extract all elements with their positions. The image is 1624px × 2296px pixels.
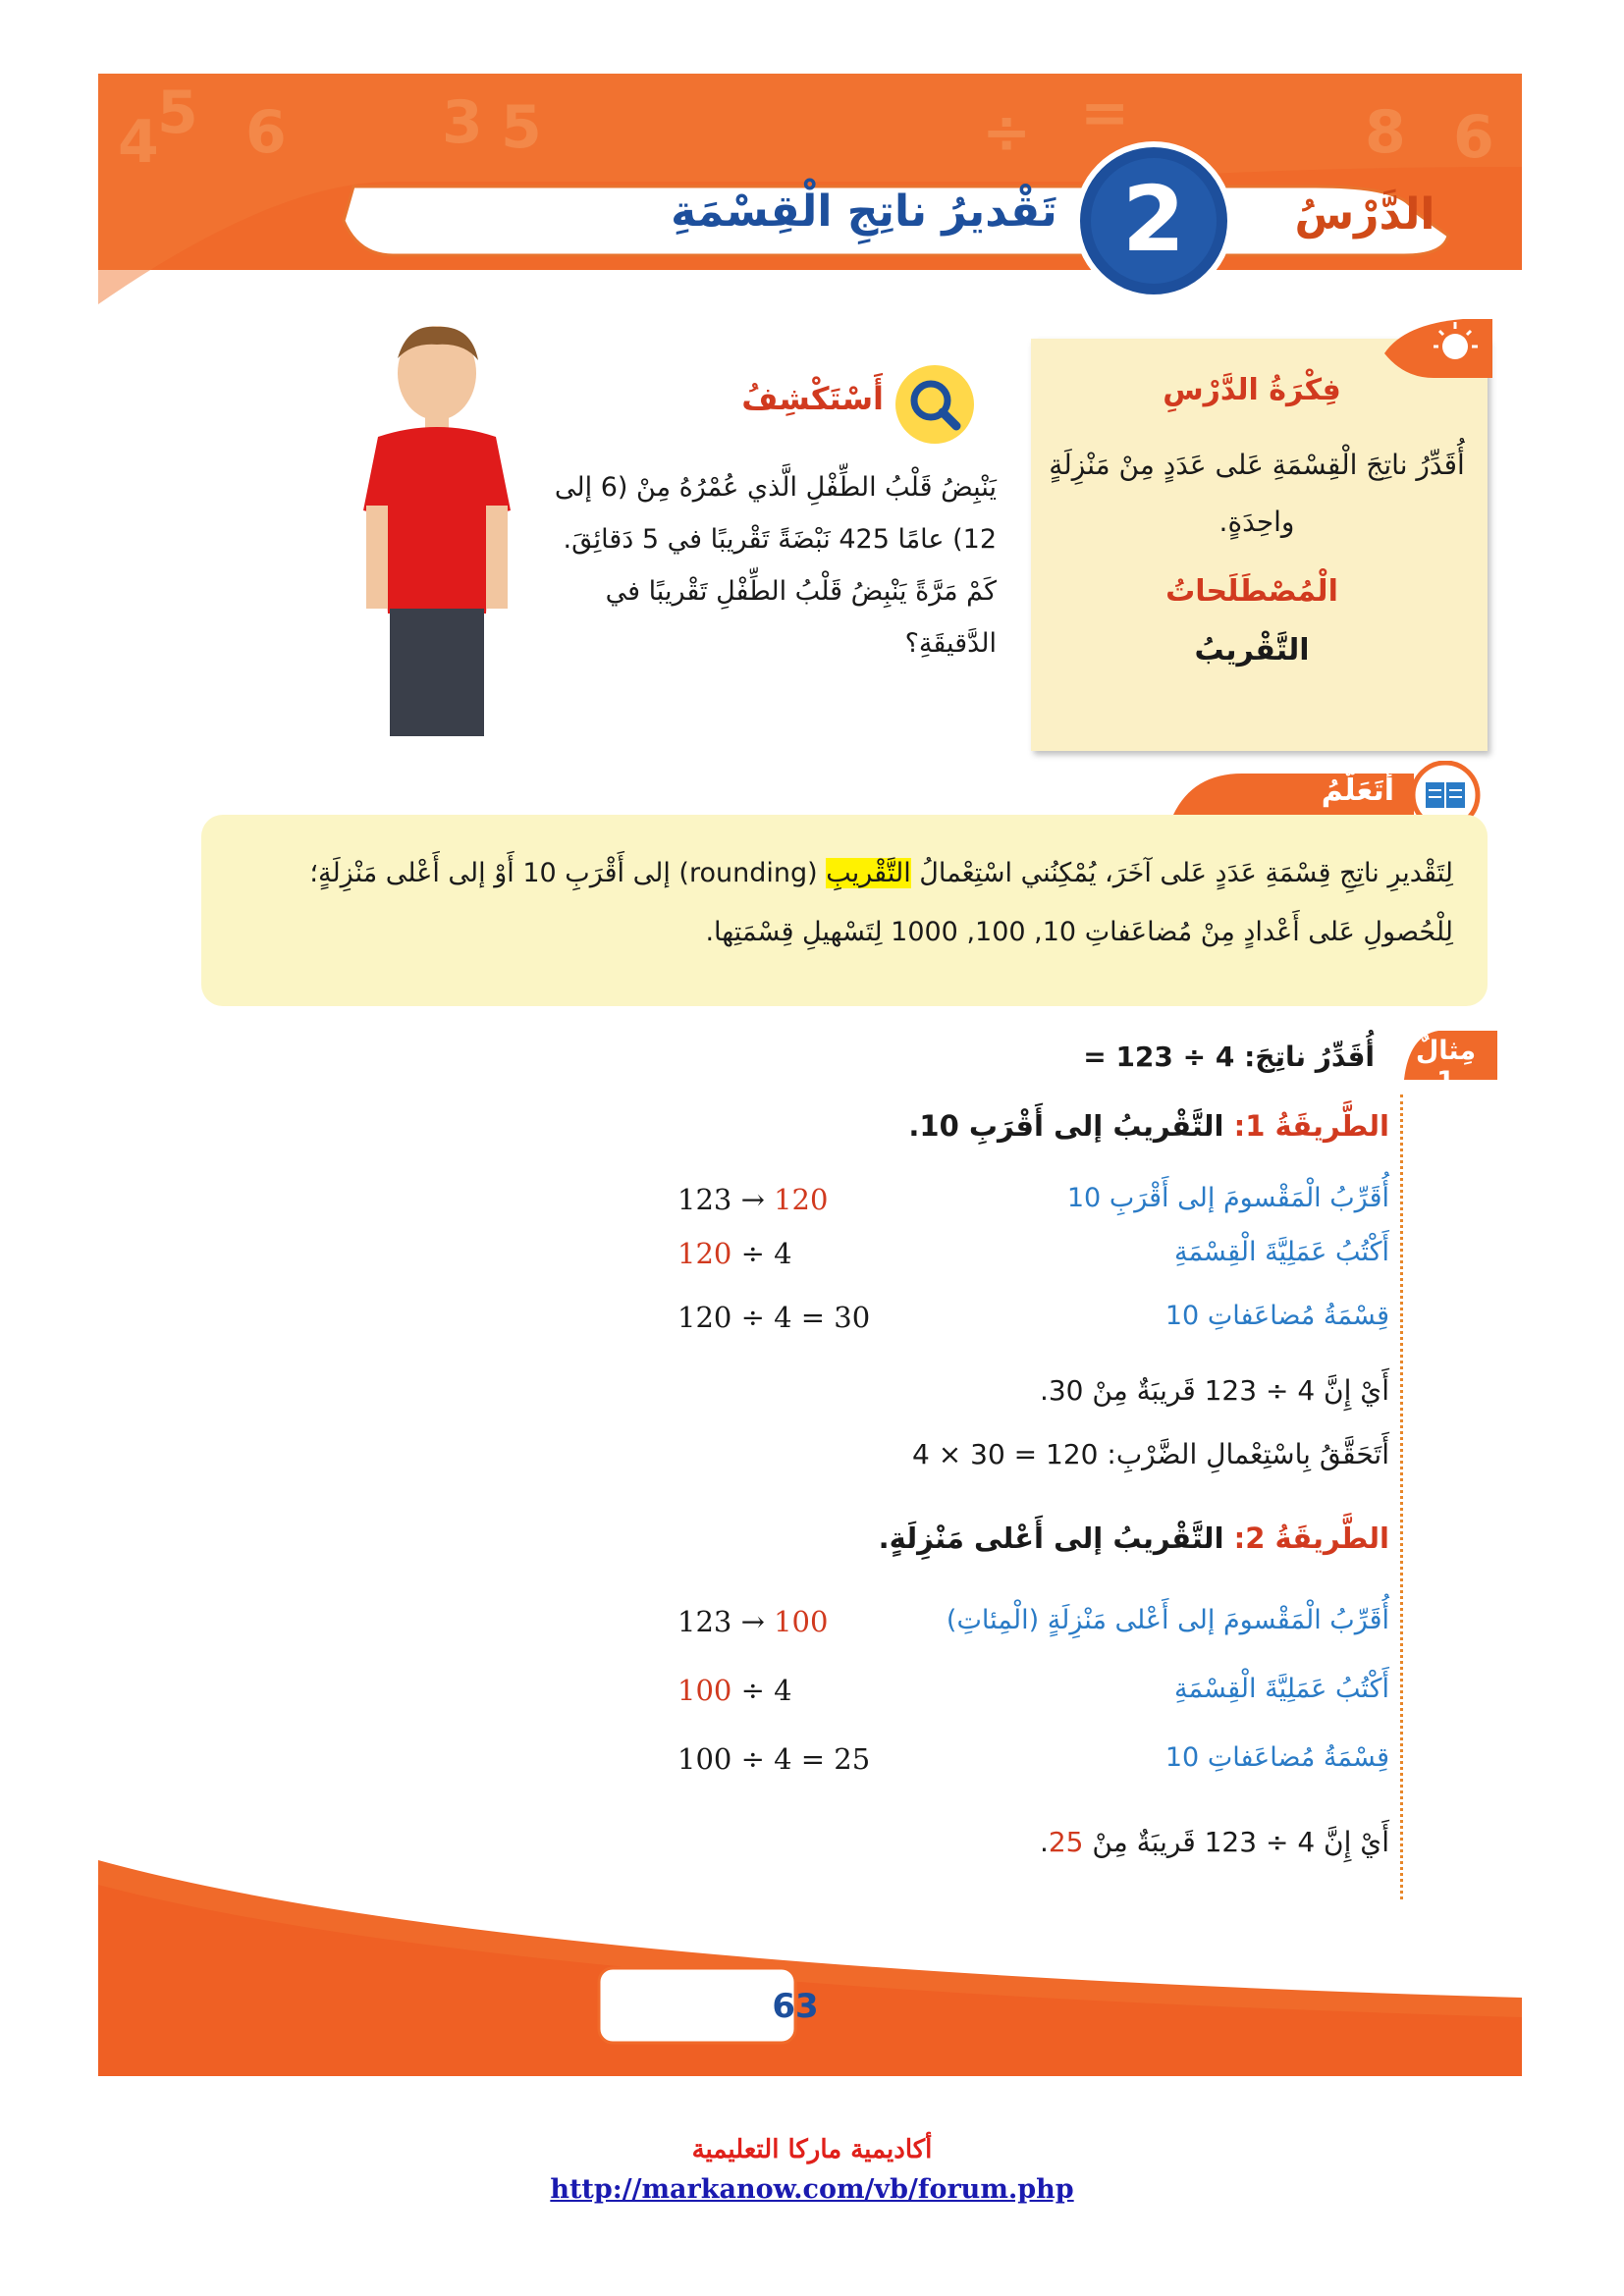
method2-calc-3: 100 ÷ 4 = 25 [677, 1742, 871, 1776]
method2-title: التَّقْريبُ إلى أَعْلى مَنْزِلَةٍ. [878, 1522, 1224, 1555]
calc-rounded: 100 [774, 1605, 829, 1638]
boy-image [339, 319, 535, 736]
method2-calc-2 [677, 1674, 972, 1707]
svg-text:4: 4 [118, 108, 159, 177]
term-rounding: التَّقْريبُ [1194, 633, 1310, 667]
calc-rounded: 120 [677, 1237, 732, 1270]
example-question: أُقَدِّرُ ناتِجَ: 4 ÷ 123 = [1083, 1041, 1375, 1073]
method2-label: الطَّريقَةُ 2: [1233, 1522, 1389, 1555]
method1-calc-1 [677, 1183, 972, 1216]
learn-text-after: (rounding) إلى أَقْرَبِ 10 أَوْ إلى أَعْلى مَنْزِلَةٍ؛ لِلْحُصولِ عَلى أَعْدادٍ مِنْ مُضاعَفاتِ 10, 100, 1000 لِتَسْهيلِ قِسْمَتِها. [309, 858, 1453, 947]
method1-step-2: أَكْتُبُ عَمَلِيَّةَ الْقِسْمَةِ [1173, 1237, 1389, 1267]
svg-text:5: 5 [501, 93, 542, 162]
method2-calc-1 [677, 1605, 972, 1638]
highlighted-term: التَّقْريبِ [826, 858, 911, 888]
example-label: مِثالٌ 1 [1415, 1036, 1477, 1096]
textbook-page [98, 74, 1522, 2076]
method1-calc-2 [677, 1237, 972, 1270]
lesson-idea-title: فِكْرَةُ الدَّرْسِ [1163, 373, 1341, 407]
conclusion-end: . [1039, 1826, 1049, 1858]
method1-step-1: أُقَرِّبُ الْمَقْسومَ إلى أَقْرَبِ 10 [1066, 1183, 1389, 1213]
learn-title: أَتَعَلَّمُ [1321, 774, 1394, 808]
lesson-idea-text: أُقَدِّرُ ناتِجَ الْقِسْمَةِ عَلى عَدَدٍ مِنْ مَنْزِلَةٍ واحِدَةٍ. [1049, 449, 1465, 538]
calc-part: ÷ 4 [731, 1237, 792, 1270]
footer-url-link[interactable]: http://markanow.com/vb/forum.php [550, 2174, 1074, 2205]
method1-step-3: قِسْمَةُ مُضاعَفاتِ 10 [1164, 1301, 1389, 1331]
svg-text:=: = [1080, 79, 1130, 147]
conclusion-value: 25 [1048, 1826, 1084, 1858]
conclusion-text: أَيْ إِنَّ 4 ÷ 123 قَريبَةٌ مِنْ [1083, 1826, 1389, 1858]
magnifier-icon [893, 363, 977, 447]
conclusion-end: . [1039, 1374, 1049, 1407]
method1-title: التَّقْريبُ إلى أَقْرَبِ 10. [908, 1109, 1224, 1143]
method2-step-1: أُقَرِّبُ الْمَقْسومَ إلى أَعْلى مَنْزِلَةٍ (الْمِئاتِ) [946, 1605, 1389, 1635]
svg-text:6: 6 [245, 98, 287, 167]
svg-text:6: 6 [1453, 103, 1494, 172]
conclusion-value: 30 [1048, 1374, 1084, 1407]
lesson-word: الدَّرْسُ [1294, 189, 1435, 240]
lesson-title: تَقْديرُ ناتِجِ الْقِسْمَةِ [671, 187, 1057, 237]
explore-title: أَسْتَكْشِفُ [741, 380, 884, 417]
calc-part: 123 → [677, 1605, 775, 1638]
footer-academy-name: أكاديمية ماركا التعليمية [691, 2135, 933, 2164]
method1-calc-3: 120 ÷ 4 = 30 [677, 1301, 871, 1334]
page-number: 63 [772, 1987, 819, 2026]
method1-check: أَتَحَقَّقُ بِاسْتِعْمالِ الضَّرْبِ: 120 = 30 × 4 [912, 1438, 1389, 1470]
calc-rounded: 120 [774, 1183, 829, 1216]
explore-text: يَنْبِضُ قَلْبُ الطِّفْلِ الَّذي عُمْرُهُ مِنْ (6 إلى 12) عامًا 425 نَبْضَةً تَقْريبًا في 5 دَقائِقَ. كَمْ مَرَّةً يَنْبِضُ قَلْبُ الطِّفْلِ تَقْريبًا في الدَّقيقَةِ؟ [554, 472, 997, 659]
method2-step-3: قِسْمَةُ مُضاعَفاتِ 10 [1164, 1742, 1389, 1773]
svg-text:3: 3 [442, 88, 483, 157]
method1-heading [785, 1109, 1389, 1143]
calc-rounded: 100 [677, 1674, 732, 1707]
method2-heading [785, 1522, 1389, 1555]
learn-text [245, 844, 1453, 962]
method2-conclusion [785, 1826, 1389, 1858]
calc-part: ÷ 4 [731, 1674, 792, 1707]
footer-band [98, 1860, 1522, 2076]
method2-step-2: أَكْتُبُ عَمَلِيَّةَ الْقِسْمَةِ [1173, 1674, 1389, 1704]
learn-text-before: لِتَقْديرِ ناتِجِ قِسْمَةِ عَدَدٍ عَلى آخَرَ، يُمْكِنُني اسْتِعْمالُ [910, 858, 1453, 888]
calc-part: 123 → [677, 1183, 775, 1216]
terms-title: الْمُصْطَلَحاتُ [1165, 574, 1338, 609]
method1-conclusion [785, 1374, 1389, 1407]
lesson-number: 2 [1121, 167, 1185, 272]
svg-text:÷: ÷ [982, 98, 1032, 167]
method1-label: الطَّريقَةُ 1: [1233, 1109, 1389, 1143]
conclusion-text: أَيْ إِنَّ 4 ÷ 123 قَريبَةٌ مِنْ [1083, 1374, 1389, 1407]
svg-text:5: 5 [157, 79, 198, 147]
svg-text:8: 8 [1365, 98, 1406, 167]
example-divider [1400, 1095, 1403, 1899]
